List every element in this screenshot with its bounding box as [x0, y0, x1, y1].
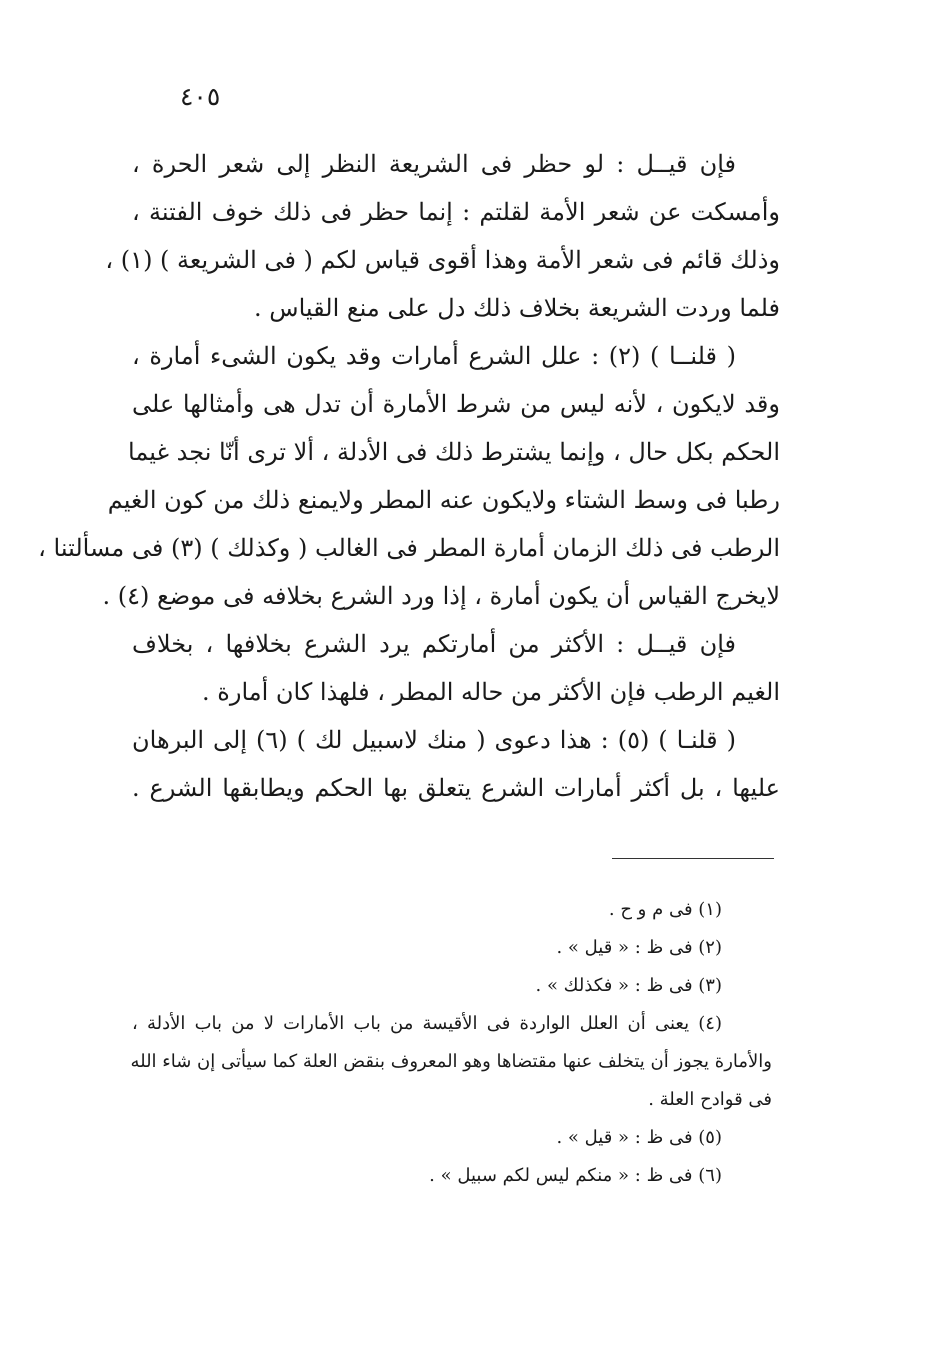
footnote-line: (١) فى م و ح .: [608, 899, 722, 920]
text-line: ( قلنــا ) (٢) : علل الشرع أمارات وقد يكون الشىء أمارة ،: [132, 342, 737, 370]
footnote-line: (٢) فى ظ : « قيل » .: [556, 937, 722, 958]
footnote-divider: [612, 858, 774, 859]
text-line: رطبا فى وسط الشتاء ولايكون عنه المطر ولايمنع ذلك من كون الغيم: [107, 486, 780, 514]
text-line: فلما وردت الشريعة بخلاف ذلك دل على منع القياس .: [254, 294, 780, 322]
footnote-line: (٦) فى ظ : « منكم ليس لكم سبيل » .: [429, 1165, 722, 1186]
text-line: عليها ، بل أكثر أمارات الشرع يتعلق بها الحكم ويطابقها الشرع .: [132, 774, 780, 802]
text-line: لايخرج القياس أن يكون أمارة ، إذا ورد الشرع بخلافه فى موضع (٤) .: [102, 582, 780, 610]
text-line: الغيم الرطب فإن الأكثر من حاله المطر ، فلهذا كان أمارة .: [202, 678, 780, 706]
footnotes: [132, 891, 772, 1195]
page-number: ٤٠٥: [180, 82, 221, 111]
main-text: [38, 140, 780, 812]
text-line: وذلك قائم فى شعر الأمة وهذا أقوى قياس لكم ( فى الشريعة ) (١) ،: [105, 246, 780, 274]
footnote-line: (٣) فى ظ : « فكذلك » .: [535, 975, 722, 996]
text-line: الرطب فى ذلك الزمان أمارة المطر فى الغالب ( وكذلك ) (٣) فى مسألتنا ،: [38, 534, 780, 562]
text-line: الحكم بكل حال ، وإنما يشترط ذلك فى الأدلة ، ألا ترى أنّا نجد غيما: [128, 438, 780, 466]
text-line: وأمسكت عن شعر الأمة لقلتم : إنما حظر فى ذلك خوف الفتنة ،: [132, 198, 780, 226]
text-line: فإن قيــل : لو حظر فى الشريعة النظر إلى شعر الحرة ،: [132, 150, 736, 178]
footnote-line: فى قوادح العلة .: [648, 1089, 772, 1110]
footnote-line: (٥) فى ظ : « قيل » .: [556, 1127, 722, 1148]
footnote-line: والأمارة يجوز أن يتخلف عنها مقتضاها وهو المعروف بنقض العلة كما سيأتى إن شاء الله: [130, 1051, 772, 1072]
footnote-line: (٤) يعنى أن العلل الواردة فى الأقيسة من باب الأمارات لا من باب الأدلة ،: [132, 1013, 722, 1034]
text-line: وقد لايكون ، لأنه ليس من شرط الأمارة أن تدل هى وأمثالها على: [132, 390, 780, 418]
text-line: فإن قيــل : الأكثر من أمارتكم يرد الشرع بخلافها ، بخلاف: [132, 630, 736, 658]
text-line: ( قلنـا ) (٥) : هذا دعوى ( منك لاسبيل لك ) (٦) إلى البرهان: [132, 726, 736, 754]
